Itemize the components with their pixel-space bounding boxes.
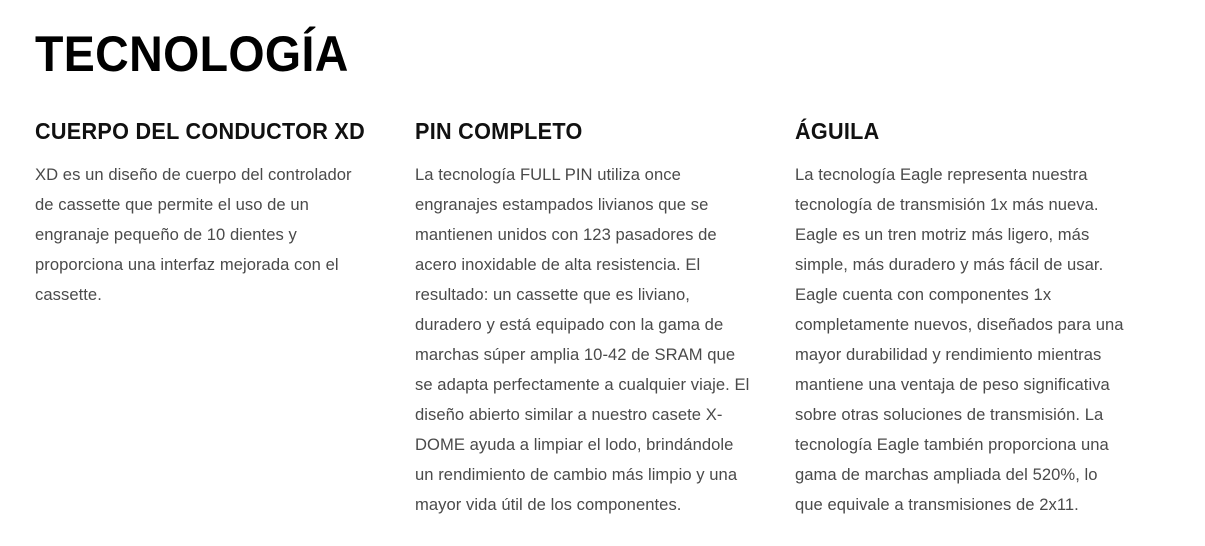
column-title-full-pin: PIN COMPLETO xyxy=(415,118,583,144)
technology-column-eagle xyxy=(795,118,1130,520)
column-body-eagle: La tecnología Eagle representa nuestra tecnología de transmisión 1x más nueva. Eagle es un tren motriz más ligero, más simple, más duradero y más fácil de usar. Eagle cuenta con componentes 1x completamente nuevos, diseñados para una mayor durabilidad y rendimiento mientras mantiene una ventaja de peso significativa sobre otras soluciones de transmisión. La tecnología Eagle también proporciona una gama de marchas ampliada del 520%, lo que equivale a transmisiones de 2x11. xyxy=(795,165,1124,514)
column-body-xd-driver-body: XD es un diseño de cuerpo del controlador de cassette que permite el uso de un engranaje pequeño de 10 dientes y proporciona una interfaz mejorada con el cassette. xyxy=(35,165,352,304)
page-title: TECNOLOGÍA xyxy=(35,26,349,82)
column-title-xd-driver-body: CUERPO DEL CONDUCTOR XD xyxy=(35,118,366,144)
technology-column-xd-driver-body xyxy=(35,118,370,310)
column-title-eagle: ÁGUILA xyxy=(795,118,880,144)
technology-column-full-pin xyxy=(415,118,750,520)
column-body-full-pin: La tecnología FULL PIN utiliza once engranajes estampados livianos que se mantienen unidos con 123 pasadores de acero inoxidable de alta resistencia. El resultado: un cassette que es liviano, duradero y está equipado con la gama de marchas súper amplia 10-42 de SRAM que se adapta perfectamente a cualquier viaje. El diseño abierto similar a nuestro casete X-DOME ayuda a limpiar el lodo, brindándole un rendimiento de cambio más limpio y una mayor vida útil de los componentes. xyxy=(415,165,750,514)
technology-columns xyxy=(35,118,1170,520)
